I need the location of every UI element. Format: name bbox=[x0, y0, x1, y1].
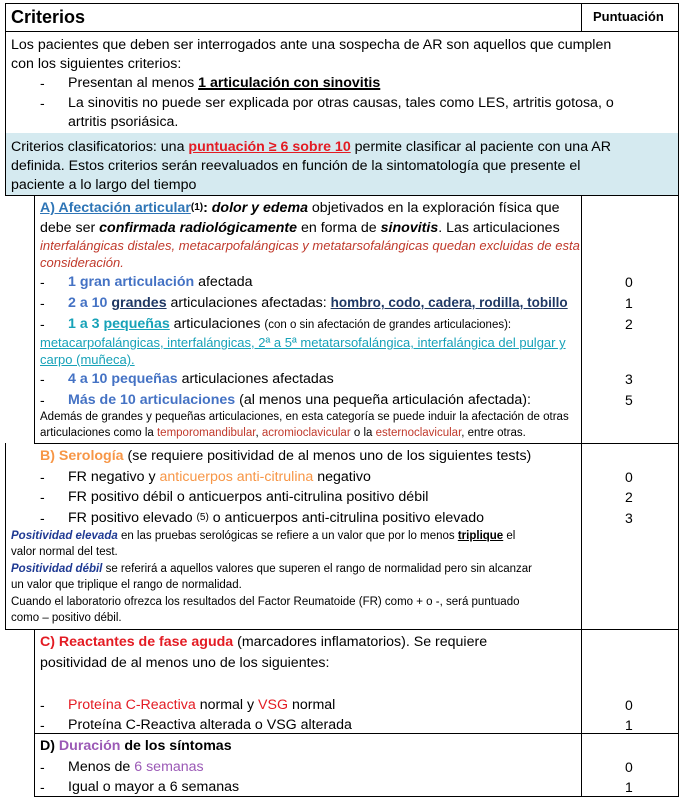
section-b-score-0: 0 bbox=[625, 469, 633, 485]
small-joints-list-l2: carpo (muñeca). bbox=[40, 352, 135, 367]
section-c-title-line: C) Reactantes de fase aguda (marcadores inflamatorios). Se requiere bbox=[40, 634, 488, 650]
section-a-item-2: 1 a 3 pequeñas articulaciones (con o sin afectación de grandes articulaciones): bbox=[68, 316, 512, 332]
section-c-score-0: 0 bbox=[625, 697, 633, 713]
classification-line2: definida. Estos criterios serán reevaluados en función de la sintomatología que presente el bbox=[11, 158, 581, 174]
section-a-line1: A) Afectación articular$^{(1)}$: dolor y edema objetivados en la exploración física que bbox=[40, 200, 560, 216]
section-a-item-1: 2 a 10 grandes articulaciones afectadas: hombro, codo, cadera, rodilla, tobillo bbox=[68, 295, 568, 311]
header-criterios: Criterios bbox=[11, 7, 86, 27]
bullet-dash: - bbox=[40, 316, 45, 332]
bullet-dash: - bbox=[40, 371, 45, 387]
section-c-score-1: 1 bbox=[625, 717, 633, 733]
score-threshold: puntuación ≥ 6 sobre 10 bbox=[188, 139, 351, 155]
section-c-item-0: Proteína C-Reactiva normal y VSG normal bbox=[68, 697, 336, 713]
section-a-score-1: 1 bbox=[625, 295, 633, 311]
bullet-dash: - bbox=[40, 489, 45, 505]
section-a-note-l2: articulaciones como la temporomandibular, acromioclavicular o la esternoclavicular, entre otras. bbox=[40, 427, 526, 439]
section-d-item-1: Igual o mayor a 6 semanas bbox=[68, 779, 240, 795]
section-c-line2: positividad de al menos uno de los siguientes: bbox=[40, 655, 330, 671]
bullet-dash: - bbox=[40, 392, 45, 408]
bullet-dash: - bbox=[40, 759, 45, 775]
section-a-score-4: 5 bbox=[625, 392, 633, 408]
section-a-note-l1: Además de grandes y pequeñas articulaciones, en esta categoría se puede induir la afectación de otras bbox=[40, 411, 569, 423]
bullet-dash: - bbox=[40, 469, 45, 485]
section-d-score-1: 1 bbox=[625, 779, 633, 795]
bullet-dash: - bbox=[40, 274, 45, 290]
section-a-score-3: 3 bbox=[625, 371, 633, 387]
header-puntuacion: Puntuación bbox=[593, 9, 664, 24]
bullet-dash: - bbox=[40, 697, 45, 713]
section-d-score-0: 0 bbox=[625, 759, 633, 775]
small-joints-list-l1: metacarpofalángicas, interfalángicas, 2ª a 5ª metatarsofalángica, interfalángica del pulgar y bbox=[40, 335, 566, 350]
section-b-note-4: un valor que triplique el rango de normalidad. bbox=[11, 579, 242, 591]
section-b-item-0: FR negativo y anticuerpos anti-citrulina negativo bbox=[68, 469, 371, 485]
section-c-title: C) Reactantes de fase aguda bbox=[40, 634, 234, 650]
section-b-item-1: FR positivo débil o anticuerpos anti-citrulina positivo débil bbox=[68, 489, 429, 505]
section-b-item-2: FR positivo elevado $^{(5)}$ o anticuerpos anti-citrulina positivo elevado bbox=[68, 510, 485, 526]
section-a-excluded-l1: interfalángicas distales, metacarpofalángicas y metatarsofalángicas quedan excluidas de esta bbox=[40, 238, 580, 253]
section-a-item-4: Más de 10 articulaciones (al menos una pequeña articulación afectada): bbox=[68, 392, 531, 408]
header-criterios-cell bbox=[5, 3, 582, 32]
section-d-title: D) Duración de los síntomas bbox=[40, 738, 232, 754]
section-a-title: A) Afectación articular bbox=[40, 200, 191, 216]
section-b-score-1: 2 bbox=[625, 489, 633, 505]
section-b-title-line: B) Serología (se requiere positividad de al menos uno de los siguientes tests) bbox=[40, 448, 532, 464]
section-b-note-1: Positividad elevada en las pruebas serológicas se refiere a un valor que por lo menos triplique el bbox=[11, 530, 516, 542]
section-b-note-5: Cuando el laboratorio ofrezca los resultados del Factor Reumatoide (FR) como + o -, será puntuado bbox=[11, 596, 520, 608]
classification-line1: Criterios clasificatorios: una puntuación ≥ 6 sobre 10 permite clasificar al paciente con una AR bbox=[11, 139, 611, 155]
bullet-dash: - bbox=[40, 510, 45, 526]
sinovitis-highlight: 1 articulación con sinovitis bbox=[198, 75, 381, 91]
section-b-title: B) Serología bbox=[40, 448, 124, 464]
section-c-item-1: Proteína C-Reactiva alterada o VSG alterada bbox=[68, 717, 352, 733]
section-a-excluded-l2: consideración. bbox=[40, 255, 124, 270]
section-a-item-3: 4 a 10 pequeñas articulaciones afectadas bbox=[68, 371, 334, 387]
intro-line1: Los pacientes que deben ser interrogados ante una sospecha de AR son aquellos que cumplen bbox=[11, 37, 612, 53]
section-d-item-0: Menos de 6 semanas bbox=[68, 759, 204, 775]
section-b-score-2: 3 bbox=[625, 510, 633, 526]
section-a-score-0: 0 bbox=[625, 274, 633, 290]
intro-bullet2-l2: artritis psoriásica. bbox=[68, 114, 179, 130]
section-b-note-6: como – positivo débil. bbox=[11, 612, 122, 624]
intro-line2: con los siguientes criterios: bbox=[11, 56, 182, 72]
section-a-score-2: 2 bbox=[625, 316, 633, 332]
intro-bullet1: Presentan al menos 1 articulación con sinovitis bbox=[68, 75, 381, 91]
section-b-note-3: Positividad débil se referirá a aquellos valores que superen el rango de normalidad pero sin alcanzar bbox=[11, 563, 532, 575]
intro-bullet2-l1: La sinovitis no puede ser explicada por otras causas, tales como LES, artritis gotosa, o bbox=[68, 95, 614, 111]
section-a-line2: debe ser confirmada radiológicamente en forma de sinovitis. Las articulaciones bbox=[40, 220, 560, 236]
bullet-dash: - bbox=[40, 717, 45, 733]
bullet-dash: - bbox=[40, 779, 45, 795]
bullet-dash: - bbox=[40, 75, 45, 91]
section-a-item-0: 1 gran articulación afectada bbox=[68, 274, 253, 290]
section-b-note-2: valor normal del test. bbox=[11, 546, 118, 558]
bullet-dash: - bbox=[40, 95, 45, 111]
bullet-dash: - bbox=[40, 295, 45, 311]
classification-line3: paciente a lo largo del tiempo bbox=[11, 177, 197, 193]
